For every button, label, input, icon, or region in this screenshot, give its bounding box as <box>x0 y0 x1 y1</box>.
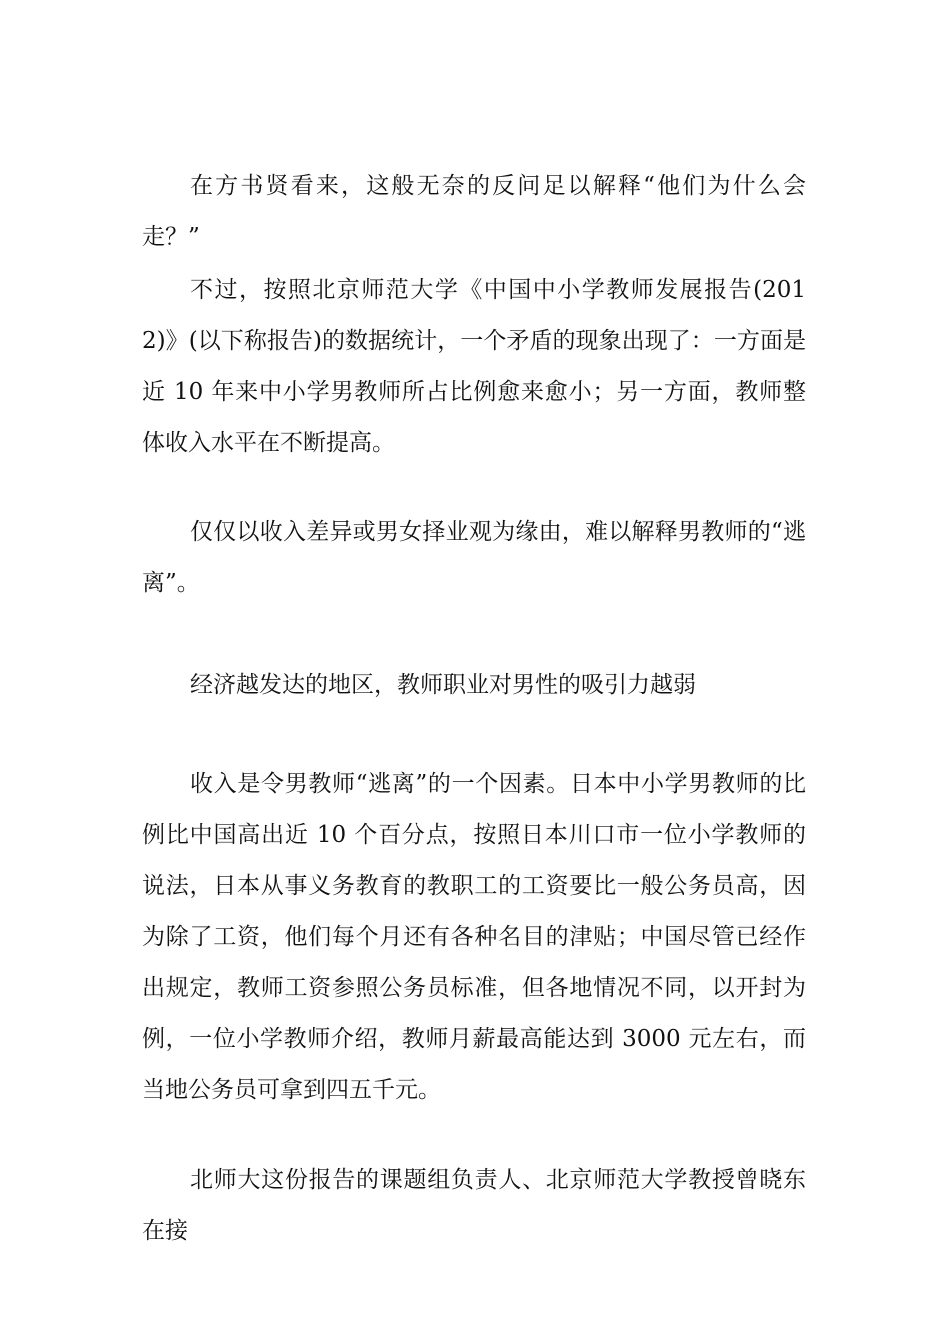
paragraph-income-factor: 收入是令男教师“逃离”的一个因素。日本中小学男教师的比例比中国高出近 10 个百分点，按照日本川口市一位小学教师的说法，日本从事义务教育的教职工的工资要比一般公务员高，因为除了工资，他们每个月还有各种名目的津贴；中国尽管已经作出规定，教师工资参照公务员标准，但各地情况不同，以开封为例，一位小学教师介绍，教师月薪最高能达到 3000 元左右，而当地公务员可拿到四五千元。 <box>142 771 806 1103</box>
paragraph-report-lead: 北师大这份报告的课题组负责人、北京师范大学教授曾晓东在接 <box>142 1167 806 1244</box>
paragraph-income-difference: 仅仅以收入差异或男女择业观为缘由，难以解释男教师的“逃离”。 <box>142 519 806 596</box>
paragraph-fang-shuxian-question: 在方书贤看来，这般无奈的反问足以解释“他们为什么会走？” <box>142 173 806 250</box>
paragraph-report-statistics: 不过，按照北京师范大学《中国中小学教师发展报告(2012)》(以下称报告)的数据统计，一个矛盾的现象出现了：一方面是近 10 年来中小学男教师所占比例愈来愈小；另一方面，教师整体收入水平在不断提高。 <box>142 277 806 456</box>
section-heading-economic-regions: 经济越发达的地区，教师职业对男性的吸引力越弱 <box>190 672 696 698</box>
